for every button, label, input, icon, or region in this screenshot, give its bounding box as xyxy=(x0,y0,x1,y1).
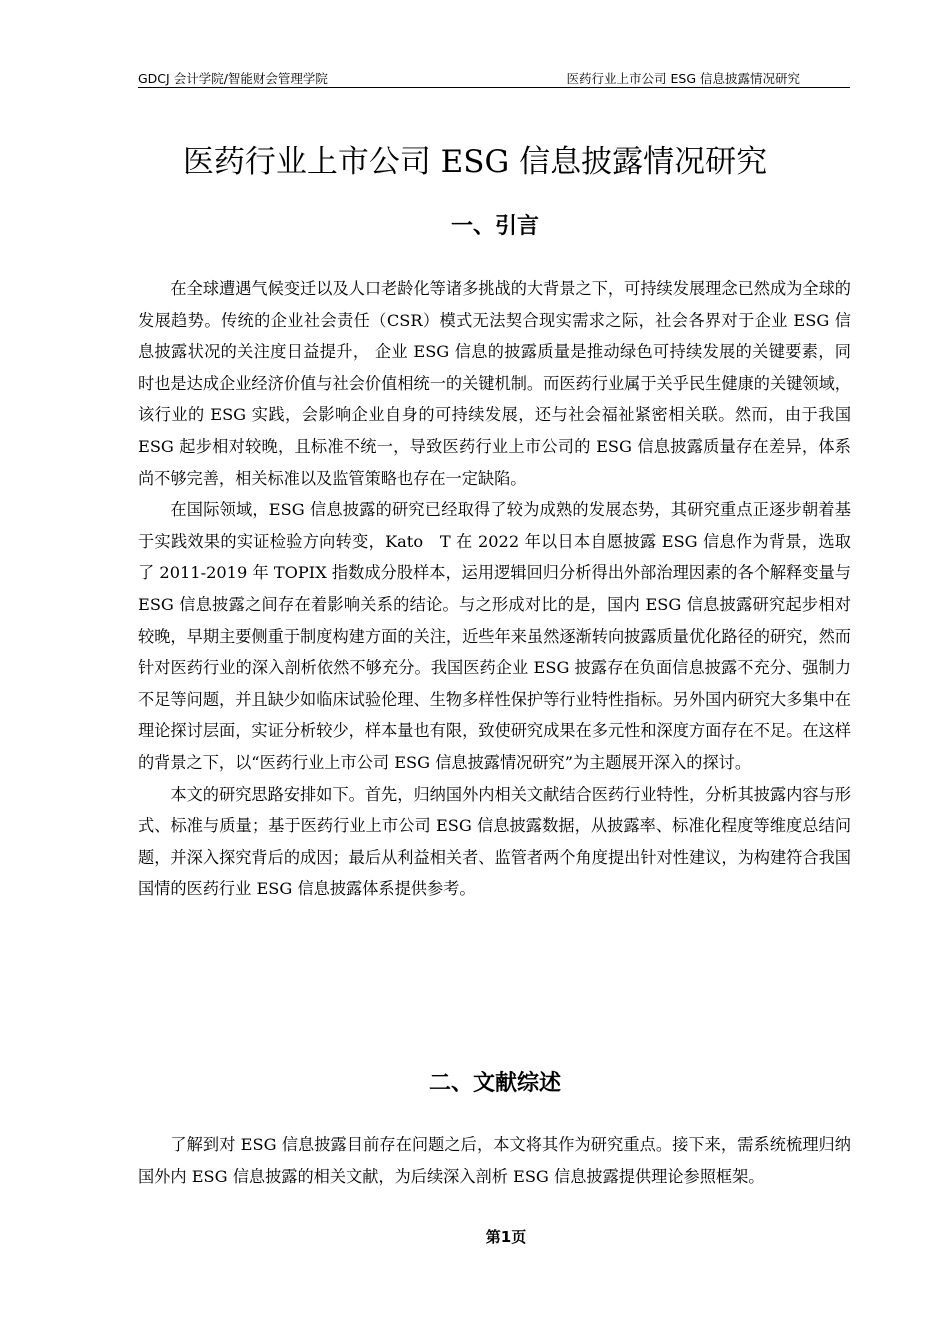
section-heading-introduction: 一、引言 xyxy=(450,214,539,239)
literature-review-body xyxy=(138,1129,851,1192)
paragraph: 在全球遭遇气候变迁以及人口老龄化等诸多挑战的大背景之下，可持续发展理念已然成为全球的发展趋势。传统的企业社会责任（CSR）模式无法契合现实需求之际，社会各界对于企业 ESG 信息披露状况的关注度日益提升， 企业 ESG 信息的披露质量是推动绿色可持续发展的关键要素，同时也是达成企业经济价值与社会价值相统一的关键机制。而医药行业属于关乎民生健康的关键领域，该行业的 ESG 实践，会影响企业自身的可持续发展，还与社会福祉紧密相关联。然而，由于我国 ESG 起步相对较晚，且标准不统一，导致医药行业上市公司的 ESG 信息披露质量存在差异，体系尚不够完善，相关标准以及监管策略也存在一定缺陷。 xyxy=(138,279,851,488)
introduction-body xyxy=(138,273,851,905)
paper-title: 医药行业上市公司 ESG 信息披露情况研究 xyxy=(182,144,768,180)
paragraph: 在国际领域，ESG 信息披露的研究已经取得了较为成熟的发展态势，其研究重点正逐步朝着基于实践效果的实证检验方向转变，Kato T 在 2022 年以日本自愿披露 ESG 信息作为背景，选取了 2011-2019 年 TOPIX 指数成分股样本，运用逻辑回归分析得出外部治理因素的各个解释变量与 ESG 信息披露之间存在着影响关系的结论。与之形成对比的是，国内 ESG 信息披露研究起步相对较晚，早期主要侧重于制度构建方面的关注，近些年来虽然逐渐转向披露质量优化路径的研究，然而针对医药行业的深入剖析依然不够充分。我国医药企业 ESG 披露存在负面信息披露不充分、强制力不足等问题，并且缺少如临床试验伦理、生物多样性保护等行业特性指标。另外国内研究大多集中在理论探讨层面，实证分析较少，样本量也有限，致使研究成果在多元性和深度方面存在不足。在这样的背景之下，以“医药行业上市公司 ESG 信息披露情况研究”为主题展开深入的探讨。 xyxy=(138,500,851,772)
header-right-text: 医药行业上市公司 ESG 信息披露情况研究 xyxy=(566,71,800,86)
header-left-text: GDCJ 会计学院/智能财会管理学院 xyxy=(138,71,328,86)
page-number: 第1页 xyxy=(485,1228,527,1246)
section-heading-literature-review: 二、文献综述 xyxy=(428,1071,561,1096)
running-header xyxy=(138,67,850,88)
paragraph: 了解到对 ESG 信息披露目前存在问题之后，本文将其作为研究重点。接下来，需系统梳理归纳国外内 ESG 信息披露的相关文献，为后续深入剖析 ESG 信息披露提供理论参照框架。 xyxy=(138,1135,851,1186)
paragraph: 本文的研究思路安排如下。首先，归纳国外内相关文献结合医药行业特性，分析其披露内容与形式、标准与质量；基于医药行业上市公司 ESG 信息披露数据，从披露率、标准化程度等维度总结问题，并深入探究背后的成因；最后从利益相关者、监管者两个角度提出针对性建议，为构建符合我国国情的医药行业 ESG 信息披露体系提供参考。 xyxy=(138,784,851,899)
